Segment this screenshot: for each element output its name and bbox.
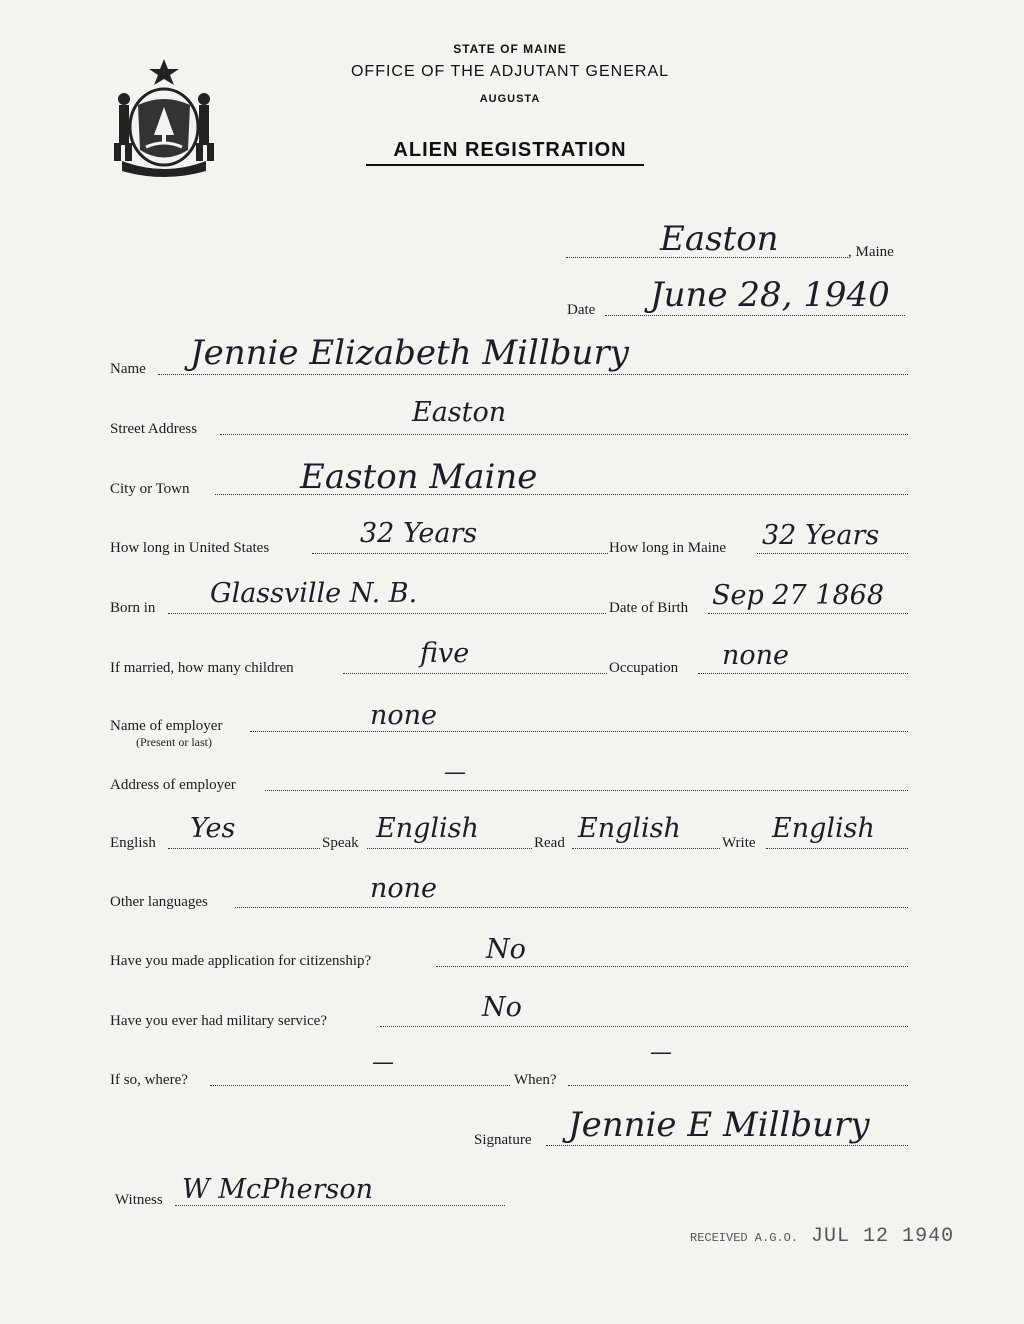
speak-label: Speak bbox=[322, 835, 359, 851]
header-city: AUGUSTA bbox=[479, 93, 541, 105]
header-state: STATE OF MAINE bbox=[453, 42, 567, 56]
street-line bbox=[220, 434, 908, 435]
read-label: Read bbox=[534, 835, 565, 851]
military-entry: No bbox=[482, 992, 522, 1023]
header-office: OFFICE OF THE ADJUTANT GENERAL bbox=[350, 63, 670, 80]
employer-address-line bbox=[265, 790, 908, 791]
date-entry: June 28, 1940 bbox=[650, 275, 890, 315]
employer-address-label: Address of employer bbox=[110, 777, 236, 793]
how-long-us-label: How long in United States bbox=[110, 540, 270, 556]
how-long-maine-entry: 32 Years bbox=[762, 520, 880, 551]
read-line bbox=[572, 848, 720, 849]
english-label: English bbox=[110, 835, 156, 851]
town-suffix: , Maine bbox=[848, 244, 894, 260]
title-underline bbox=[366, 164, 644, 166]
dob-entry: Sep 27 1868 bbox=[712, 580, 884, 611]
citizenship-entry: No bbox=[486, 934, 526, 965]
children-line bbox=[343, 673, 607, 674]
how-long-us-line bbox=[312, 553, 608, 554]
name-label: Name bbox=[110, 361, 146, 377]
witness-entry: W McPherson bbox=[182, 1174, 374, 1205]
when-line bbox=[568, 1085, 908, 1086]
maine-state-seal bbox=[108, 55, 220, 177]
employer-entry: none bbox=[370, 700, 438, 731]
military-label: Have you ever had military service? bbox=[110, 1013, 327, 1029]
occupation-entry: none bbox=[722, 640, 790, 671]
read-entry: English bbox=[578, 813, 681, 844]
how-long-us-entry: 32 Years bbox=[360, 518, 478, 549]
other-languages-line bbox=[235, 907, 908, 908]
date-line bbox=[605, 315, 905, 316]
witness-line bbox=[175, 1205, 505, 1206]
military-line bbox=[380, 1026, 908, 1027]
stamp-prefix: RECEIVED A.G.O. bbox=[690, 1231, 799, 1245]
born-line bbox=[168, 613, 606, 614]
how-long-maine-line bbox=[757, 553, 908, 554]
received-stamp bbox=[690, 1225, 954, 1248]
signature-label: Signature bbox=[474, 1132, 532, 1148]
witness-label: Witness bbox=[115, 1192, 163, 1208]
occupation-line bbox=[698, 673, 908, 674]
form-title: ALIEN REGISTRATION bbox=[393, 139, 627, 161]
where-entry: — bbox=[372, 1050, 394, 1075]
speak-line bbox=[367, 848, 532, 849]
write-entry: English bbox=[772, 813, 875, 844]
city-entry: Easton Maine bbox=[300, 457, 538, 497]
date-label: Date bbox=[567, 302, 596, 318]
children-entry: five bbox=[420, 638, 470, 669]
other-languages-label: Other languages bbox=[110, 894, 208, 910]
town-entry: Easton bbox=[660, 219, 779, 259]
dob-label: Date of Birth bbox=[609, 600, 689, 616]
other-languages-entry: none bbox=[370, 873, 438, 904]
write-line bbox=[766, 848, 908, 849]
when-entry: — bbox=[650, 1040, 672, 1065]
write-label: Write bbox=[722, 835, 756, 851]
english-line bbox=[168, 848, 320, 849]
city-label: City or Town bbox=[110, 481, 190, 497]
speak-entry: English bbox=[376, 813, 479, 844]
born-label: Born in bbox=[110, 600, 156, 616]
street-label: Street Address bbox=[110, 421, 198, 437]
children-label: If married, how many children bbox=[110, 660, 294, 676]
employer-label: Name of employer bbox=[110, 718, 223, 734]
citizenship-label: Have you made application for citizenship? bbox=[110, 953, 372, 969]
where-label: If so, where? bbox=[110, 1072, 188, 1088]
stamp-date: JUL 12 1940 bbox=[811, 1225, 955, 1248]
dob-line bbox=[708, 613, 908, 614]
occupation-label: Occupation bbox=[609, 660, 679, 676]
born-entry: Glassville N. B. bbox=[210, 578, 418, 609]
name-line bbox=[158, 374, 908, 375]
employer-line bbox=[250, 731, 908, 732]
how-long-maine-label: How long in Maine bbox=[609, 540, 727, 556]
english-entry: Yes bbox=[190, 813, 236, 844]
signature-line bbox=[546, 1145, 908, 1146]
name-entry: Jennie Elizabeth Millbury bbox=[190, 333, 629, 373]
employer-address-entry: — bbox=[444, 760, 466, 785]
where-line bbox=[210, 1085, 510, 1086]
signature-entry: Jennie E Millbury bbox=[568, 1105, 870, 1145]
street-entry: Easton bbox=[412, 397, 507, 428]
citizenship-line bbox=[436, 966, 908, 967]
employer-sublabel: (Present or last) bbox=[136, 735, 212, 749]
when-label: When? bbox=[514, 1072, 557, 1088]
